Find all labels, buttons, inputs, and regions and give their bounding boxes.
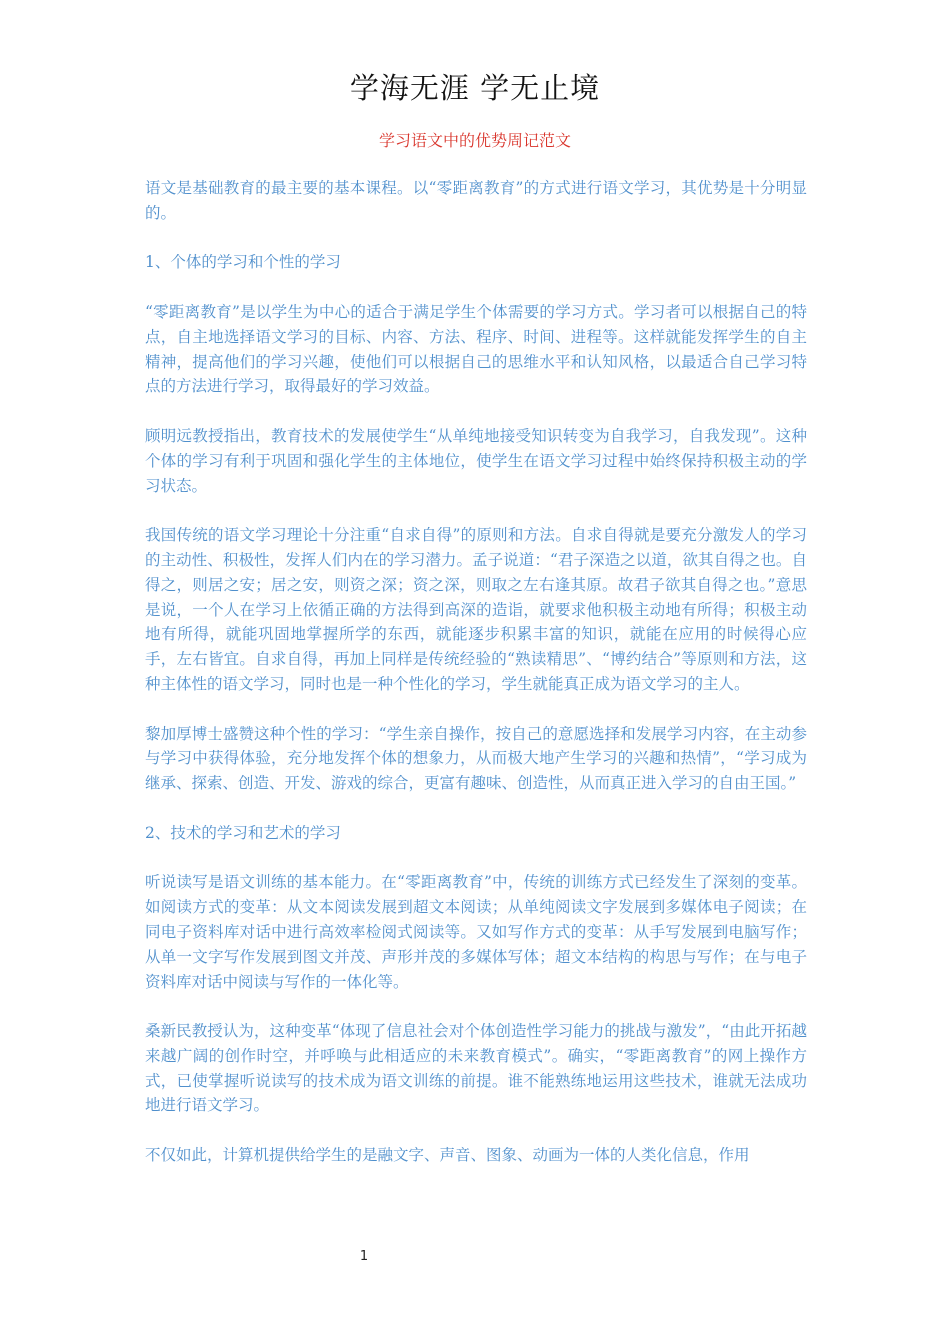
paragraph: “零距离教育”是以学生为中心的适合于满足学生个体需要的学习方式。学习者可以根据自己的特点，自主地选择语文学习的目标、内容、方法、程序、时间、进程等。这样就能发挥学生的自主精神，提高他们的学习兴趣，使他们可以根据自己的思维水平和认知风格，以最适合自己学习特点的方法进行学习，取得最好的学习效益。	[145, 302, 807, 396]
document-body	[145, 176, 807, 1193]
section-heading-2: 2、技术的学习和艺术的学习	[145, 823, 341, 842]
paragraph: 听说读写是语文训练的基本能力。在“零距离教育”中，传统的训练方式已经发生了深刻的变革。如阅读方式的变革：从文本阅读发展到超文本阅读；从单纯阅读文字发展到多媒体电子阅读；在同电子资料库对话中进行高效率检阅式阅读等。又如写作方式的变革：从手写发展到电脑写作；从单一文字写作发展到图文并茂、声形并茂的多媒体写体；超文本结构的构思与写作；在与电子资料库对话中阅读与写作的一体化等。	[145, 873, 807, 991]
page-number: 1	[359, 1249, 369, 1264]
paragraph: 桑新民教授认为，这种变革“体现了信息社会对个体创造性学习能力的挑战与激发”，“由此开拓越来越广阔的创作时空，并呼唤与此相适应的未来教育模式”。确实，“零距离教育”的网上操作方式，已使掌握听说读写的技术成为语文训练的前提。谁不能熟练地运用这些技术，谁就无法成功地进行语文学习。	[145, 1022, 807, 1115]
paragraph: 我国传统的语文学习理论十分注重“自求自得”的原则和方法。自求自得就是要充分激发人的学习的主动性、积极性，发挥人们内在的学习潜力。孟子说道：“君子深造之以道，欲其自得之也。自得之，则居之安；居之安，则资之深；资之深，则取之左右逢其原。故君子欲其自得之也。”意思是说，一个人在学习上依循正确的方法得到高深的造诣，就要求他积极主动地有所得；积极主动地有所得，就能巩固地掌握所学的东西，就能逐步积累丰富的知识，就能在应用的时候得心应手，左右皆宜。自求自得，再加上同样是传统经验的“熟读精思”、“博约结合”等原则和方法，这种主体性的语文学习，同时也是一种个性化的学习，学生就能真正成为语文学习的主人。	[145, 526, 807, 693]
document-title: 学习语文中的优势周记范文	[378, 131, 571, 150]
paragraph: 顾明远教授指出，教育技术的发展使学生“从单纯地接受知识转变为自我学习，自我发现”。这种个体的学习有利于巩固和强化学生的主体地位，使学生在语文学习过程中始终保持积极主动的学习状态。	[145, 426, 807, 495]
paragraph: 黎加厚博士盛赞这种个性的学习：“学生亲自操作，按自己的意愿选择和发展学习内容，在主动参与学习中获得体验，充分地发挥个体的想象力，从而极大地产生学习的兴趣和热情”，“学习成为继承、探索、创造、开发、游戏的综合，更富有趣味、创造性，从而真正进入学习的自由王国。”	[145, 724, 807, 793]
section-heading-1: 1、个体的学习和个性的学习	[145, 253, 341, 272]
page-header-title: 学海无涯 学无止境	[349, 71, 601, 105]
paragraph-intro: 语文是基础教育的最主要的基本课程。以“零距离教育”的方式进行语文学习，其优势是十分明显的。	[145, 179, 807, 222]
paragraph: 不仅如此，计算机提供给学生的是融文字、声音、图象、动画为一体的人类化信息，作用	[145, 1146, 750, 1165]
